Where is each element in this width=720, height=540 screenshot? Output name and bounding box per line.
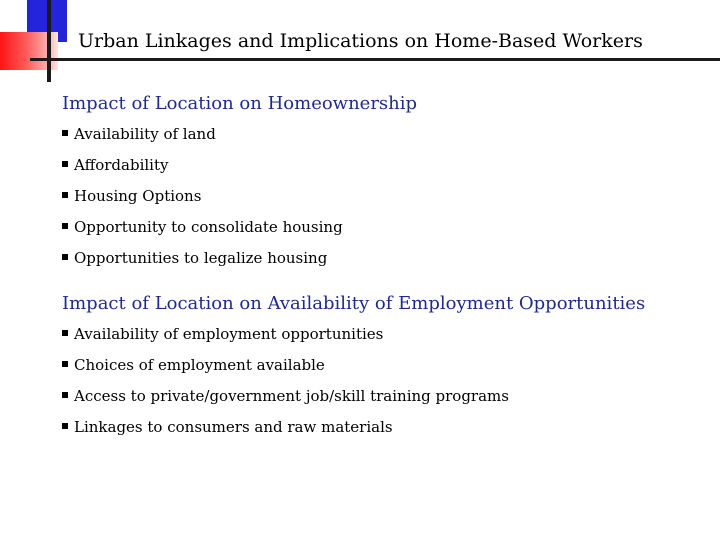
list-item: Availability of land [62,125,216,143]
bullet-icon [62,423,68,429]
bullet-icon [62,192,68,198]
list-item: Linkages to consumers and raw materials [62,418,393,436]
list-item: Housing Options [62,187,201,205]
bullet-icon [62,161,68,167]
bullet-icon [62,361,68,367]
section-heading-employment: Impact of Location on Availability of Employment Opportunities [62,293,646,314]
slide-title: Urban Linkages and Implications on Home-Based Workers [78,30,643,52]
bullet-icon [62,392,68,398]
decorative-vertical-line [47,0,51,82]
bullet-icon [62,330,68,336]
list-item: Opportunity to consolidate housing [62,218,343,236]
list-item: Opportunities to legalize housing [62,249,327,267]
list-item: Access to private/government job/skill training programs [62,387,509,405]
bullet-icon [62,130,68,136]
list-item: Availability of employment opportunities [62,325,383,343]
bullet-icon [62,254,68,260]
bullet-icon [62,223,68,229]
list-item: Affordability [62,156,168,174]
section-heading-homeownership: Impact of Location on Homeownership [62,93,418,114]
title-underline [30,58,720,61]
list-item: Choices of employment available [62,356,325,374]
